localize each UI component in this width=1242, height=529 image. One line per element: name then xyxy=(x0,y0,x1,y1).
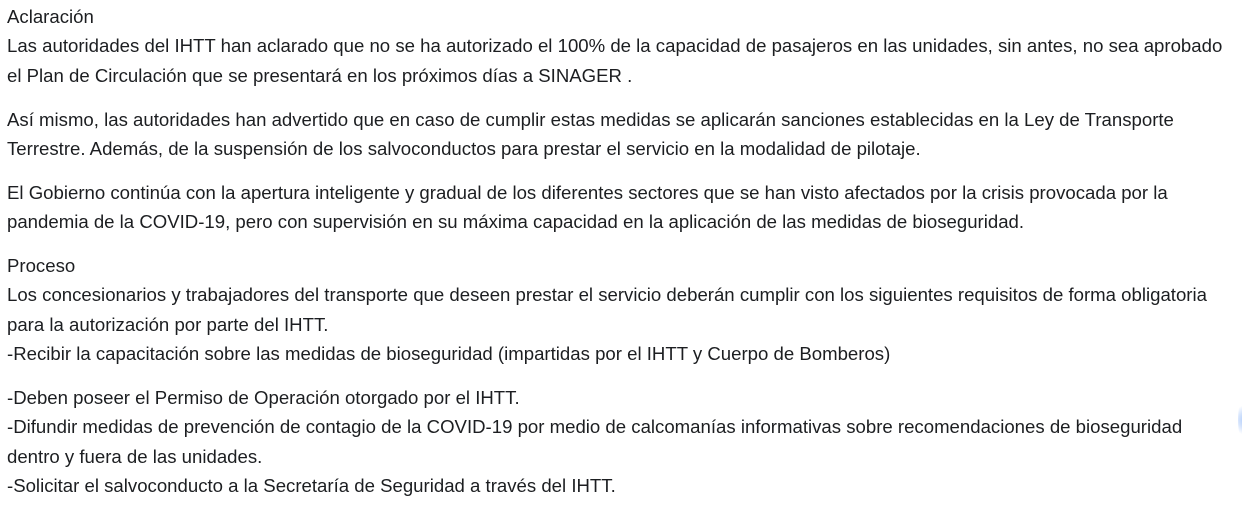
paragraph-gobierno: El Gobierno continúa con la apertura inteligente y gradual de los diferentes sectores que se han visto afectados por la crisis provocada por la pandemia de la COVID-19, pero con supervisión en su máxima capacidad en la aplicación de las medidas de bioseguridad. xyxy=(7,181,1168,233)
section-proceso xyxy=(7,251,1239,368)
section-heading-aclaracion: Aclaración xyxy=(7,6,94,27)
article-body xyxy=(7,2,1239,500)
list-item-permiso: -Deben poseer el Permiso de Operación otorgado por el IHTT. xyxy=(7,387,520,409)
section-aclaracion xyxy=(7,2,1239,90)
list-item-salvoconducto: -Solicitar el salvoconducto a la Secretaría de Seguridad a través del IHTT. xyxy=(7,474,616,496)
list-item-calcomanias: -Difundir medidas de prevención de contagio de la COVID-19 por medio de calcomanías informativas sobre recomendaciones de bioseguridad dentro y fuera de las unidades. xyxy=(7,416,1183,467)
paragraph-proceso: Los concesionarios y trabajadores del transporte que deseen prestar el servicio deberán cumplir con los siguientes requisitos de forma obligatoria para la autorización por parte del IHTT. xyxy=(7,284,1207,335)
paragraph-aclaracion: Las autoridades del IHTT han aclarado que no se ha autorizado el 100% de la capacidad de pasajeros en las unidades, sin antes, no sea aprobado el Plan de Circulación que se presentará en los próximos días a SINAGER . xyxy=(7,35,1223,86)
paragraph-sanciones: Así mismo, las autoridades han advertido que en caso de cumplir estas medidas se aplicarán sanciones establecidas en la Ley de Transporte Terrestre. Además, de la suspensión de los salvoconductos para prestar el servicio en la modalidad de pilotaje. xyxy=(7,108,1174,159)
list-item-capacitacion: -Recibir la capacitación sobre las medidas de bioseguridad (impartidas por el IHTT y Cuerpo de Bomberos) xyxy=(7,343,891,365)
requirements-list xyxy=(7,383,1239,500)
floating-button-edge[interactable] xyxy=(1238,400,1242,440)
section-heading-proceso: Proceso xyxy=(7,255,76,277)
